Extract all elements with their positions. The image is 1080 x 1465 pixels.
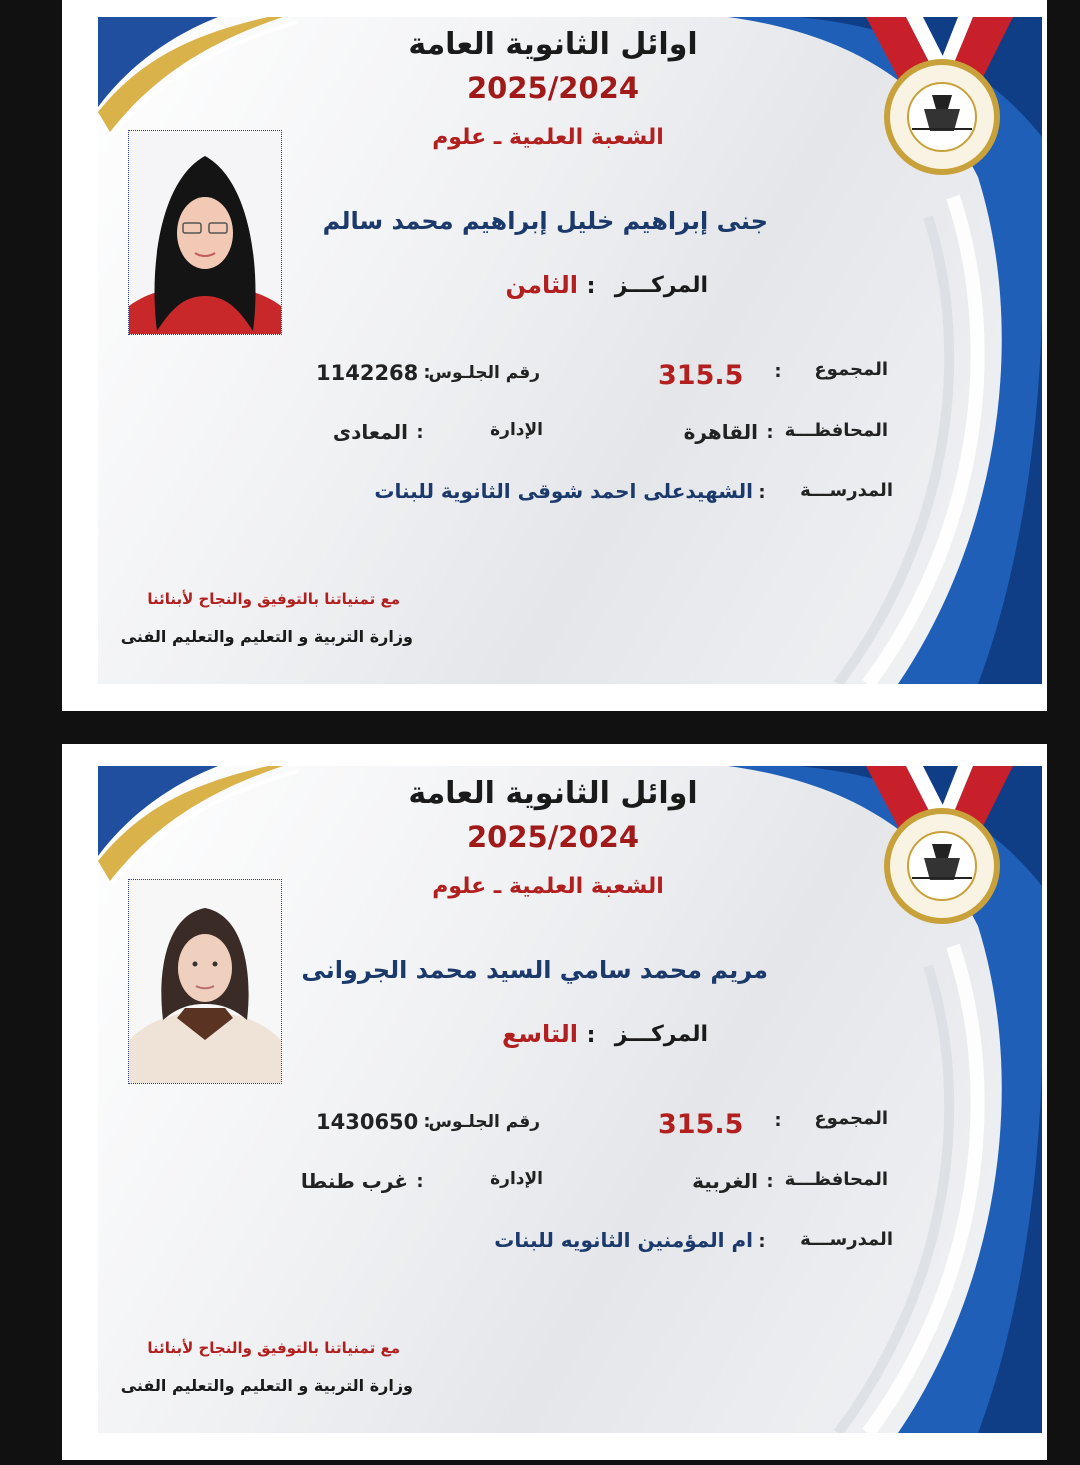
certificate-sheet-2 xyxy=(62,744,1047,1460)
rank-label: المركـــز xyxy=(614,1022,708,1047)
seat-number-value: 1142268 xyxy=(316,361,419,385)
administration-colon: : xyxy=(416,422,424,443)
seat-number-colon: : xyxy=(423,1111,431,1132)
seat-number-label: رقم الجلـوس xyxy=(428,1112,540,1132)
rank-colon: : xyxy=(586,1023,596,1048)
governorate-label: المحافظـــة xyxy=(784,1169,888,1190)
certificate-title: اوائل الثانوية العامة xyxy=(408,776,698,811)
rank-value: الثامن xyxy=(505,271,578,299)
certificate-card-2 xyxy=(98,766,1042,1433)
card-background-decoration xyxy=(98,17,1042,684)
administration-label: الإدارة xyxy=(490,420,543,440)
card-background-decoration xyxy=(98,766,1042,1433)
total-value: 315.5 xyxy=(658,360,744,391)
school-colon: : xyxy=(758,482,766,503)
school-value: ام المؤمنين الثانويه للبنات xyxy=(494,1228,753,1252)
branch-label: الشعبة العلمية ـ علوم xyxy=(432,874,664,899)
school-value: الشهيدعلى احمد شوقى الثانوية للبنات xyxy=(374,479,753,503)
student-photo xyxy=(128,130,282,335)
academic-year: 2025/2024 xyxy=(466,820,640,854)
rank-colon: : xyxy=(586,274,596,299)
school-label: المدرســـة xyxy=(800,1229,893,1250)
total-colon: : xyxy=(774,361,782,382)
total-value: 315.5 xyxy=(658,1109,744,1140)
school-colon: : xyxy=(758,1231,766,1252)
wish-message: مع تمنياتنا بالتوفيق والنجاح لأبنائنا xyxy=(147,1339,400,1357)
administration-label: الإدارة xyxy=(490,1169,543,1189)
administration-colon: : xyxy=(416,1171,424,1192)
academic-year: 2025/2024 xyxy=(466,71,640,105)
governorate-colon: : xyxy=(766,422,774,443)
governorate-colon: : xyxy=(766,1171,774,1192)
certificate-title: اوائل الثانوية العامة xyxy=(408,27,698,62)
ministry-name: وزارة التربية و التعليم والتعليم الفنى xyxy=(120,627,413,646)
governorate-value: القاهرة xyxy=(683,420,758,444)
administration-value: غرب طنطا xyxy=(300,1169,408,1193)
wish-message: مع تمنياتنا بالتوفيق والنجاح لأبنائنا xyxy=(147,590,400,608)
rank-label: المركـــز xyxy=(614,273,708,298)
branch-label: الشعبة العلمية ـ علوم xyxy=(432,125,664,150)
student-name: جنى إبراهيم خليل إبراهيم محمد سالم xyxy=(322,207,768,235)
school-label: المدرســـة xyxy=(800,480,893,501)
governorate-label: المحافظـــة xyxy=(784,420,888,441)
total-label: المجموع xyxy=(814,359,888,380)
certificate-sheet-1 xyxy=(62,0,1047,711)
rank-value: التاسع xyxy=(501,1020,578,1048)
administration-value: المعادى xyxy=(332,420,408,444)
student-photo xyxy=(128,879,282,1084)
student-name: مريم محمد سامي السيد محمد الجروانى xyxy=(301,956,768,984)
ministry-name: وزارة التربية و التعليم والتعليم الفنى xyxy=(120,1376,413,1395)
certificate-card-1 xyxy=(98,17,1042,684)
seat-number-colon: : xyxy=(423,362,431,383)
seat-number-value: 1430650 xyxy=(316,1110,419,1134)
total-colon: : xyxy=(774,1110,782,1131)
total-label: المجموع xyxy=(814,1108,888,1129)
governorate-value: الغربية xyxy=(692,1169,758,1193)
seat-number-label: رقم الجلـوس xyxy=(428,363,540,383)
